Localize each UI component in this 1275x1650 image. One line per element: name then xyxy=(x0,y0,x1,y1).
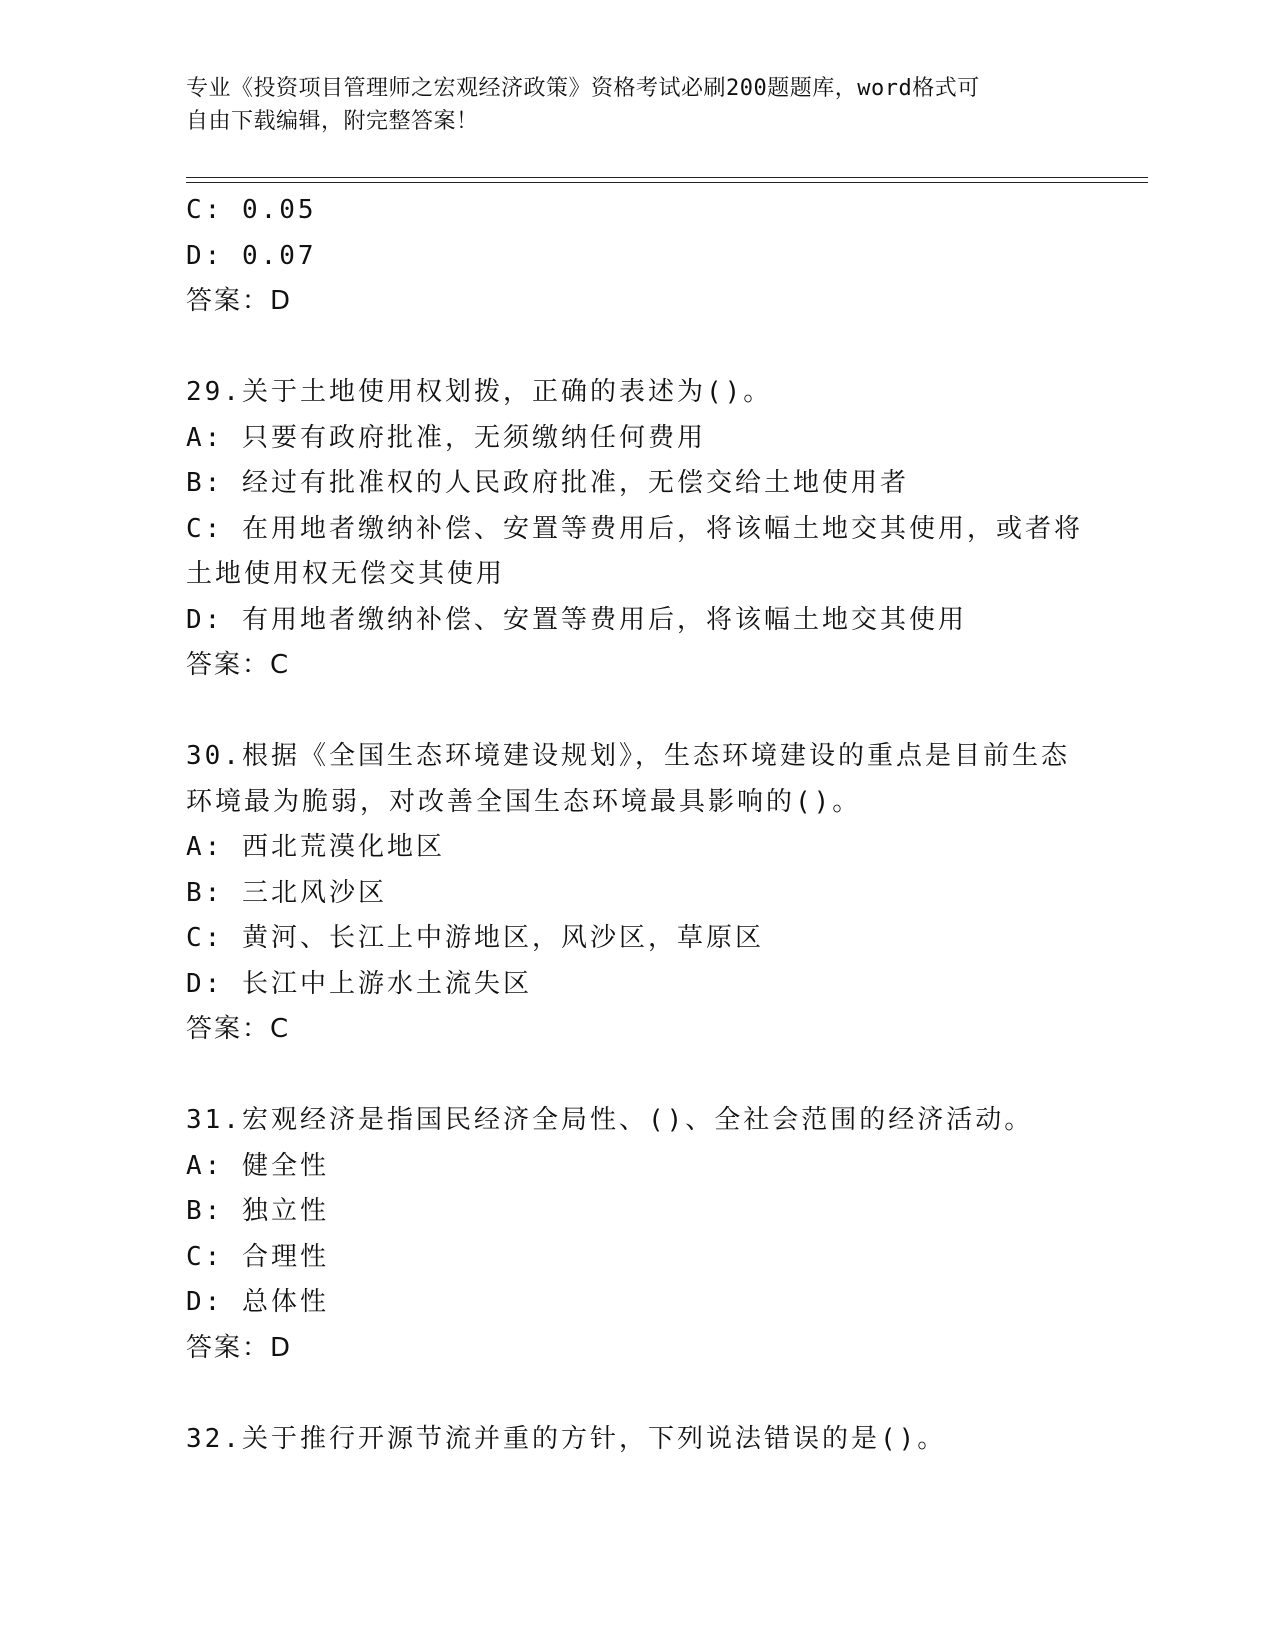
question-text: 32.关于推行开源节流并重的方针，下列说法错误的是()。 xyxy=(186,1423,947,1454)
option-c: C: 0.05 xyxy=(186,195,317,225)
option-c: C: 在用地者缴纳补偿、安置等费用后，将该幅土地交其使用，或者将 xyxy=(186,513,1083,544)
question-text: 29.关于土地使用权划拨，正确的表述为()。 xyxy=(186,377,773,407)
option-b: B: 经过有批准权的人民政府批准，无偿交给土地使用者 xyxy=(186,468,909,498)
option-d: D: 总体性 xyxy=(186,1287,329,1317)
question-30 xyxy=(186,734,1086,1053)
option-c: C: 黄河、长江上中游地区，风沙区，草原区 xyxy=(186,923,764,953)
answer-line: 答案：C xyxy=(186,650,291,680)
header-line-1: 专业《投资项目管理师之宏观经济政策》资格考试必刷200题题库，word格式可 xyxy=(186,76,980,101)
option-d: D: 长江中上游水土流失区 xyxy=(186,968,532,999)
question-28-remainder xyxy=(186,188,1086,325)
answer-line: 答案：D xyxy=(186,1332,293,1363)
option-a: A: 健全性 xyxy=(186,1150,329,1181)
question-32 xyxy=(186,1417,1086,1463)
option-a: A: 西北荒漠化地区 xyxy=(186,832,445,862)
option-c: C: 合理性 xyxy=(186,1241,329,1272)
question-content xyxy=(186,188,1086,1462)
question-31 xyxy=(186,1098,1086,1371)
question-text: 31.宏观经济是指国民经济全局性、()、全社会范围的经济活动。 xyxy=(186,1105,1034,1135)
option-d: D: 0.07 xyxy=(186,240,317,271)
answer-line: 答案：C xyxy=(186,1014,291,1044)
option-b: B: 三北风沙区 xyxy=(186,877,387,908)
header-line-2: 自由下载编辑，附完整答案！ xyxy=(186,109,479,134)
header-divider xyxy=(186,177,1148,183)
question-text-line-2: 环境最为脆弱，对改善全国生态环境最具影响的()。 xyxy=(186,786,862,817)
question-29 xyxy=(186,370,1086,689)
option-d: D: 有用地者缴纳补偿、安置等费用后，将该幅土地交其使用 xyxy=(186,604,967,635)
option-c-continued: 土地使用权无偿交其使用 xyxy=(186,559,506,589)
document-header xyxy=(186,72,1086,138)
question-text-line-1: 30.根据《全国生态环境建设规划》，生态环境建设的重点是目前生态 xyxy=(186,741,1070,771)
option-b: B: 独立性 xyxy=(186,1196,329,1226)
answer-line: 答案：D xyxy=(186,286,293,316)
option-a: A: 只要有政府批准，无须缴纳任何费用 xyxy=(186,422,706,453)
